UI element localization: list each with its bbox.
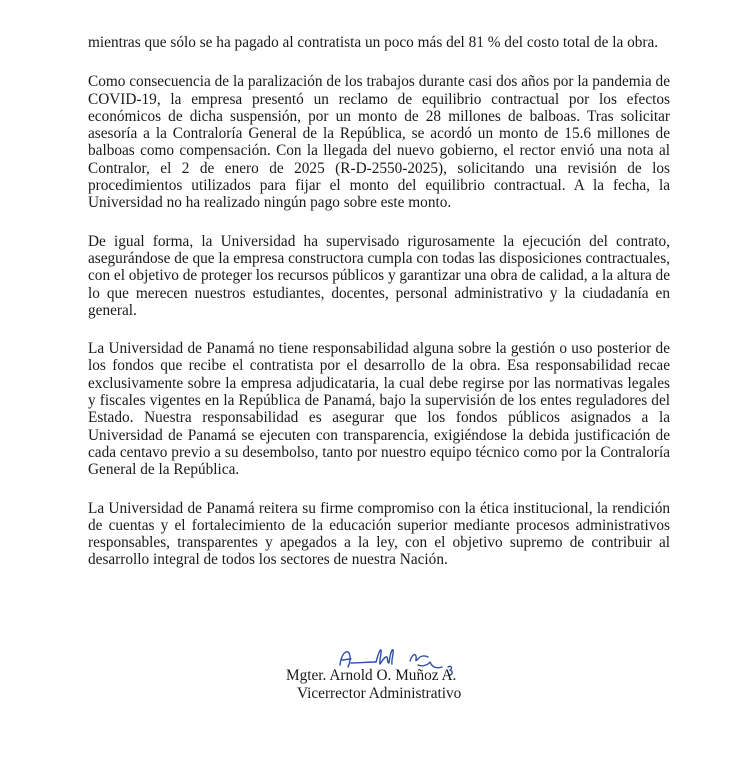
signature-block <box>270 645 530 745</box>
paragraph-contractual-claim: Como consecuencia de la paralización de los trabajos durante casi dos años por la pandemia de COVID-19, la empresa presentó un reclamo de equilibrio contractual por los efectos económicos de dicha suspensión, por un monto de 28 millones de balboas. Tras solicitar asesoría a la Contraloría General de la República, se acordó un monto de 15.6 millones de balboas como compensación. Con la llegada del nuevo gobierno, el rector envió una nota al Contralor, el 2 de enero de 2025 (R-D-2550-2025), solicitando una revisión de los procedimientos utilizados para fijar el monto del equilibrio contractual. A la fecha, la Universidad no ha realizado ningún pago sobre este monto. <box>88 73 670 212</box>
paragraph-responsibility: La Universidad de Panamá no tiene responsabilidad alguna sobre la gestión o uso posterior de los fondos que recibe el contratista por el desarrollo de la obra. Esa responsabilidad recae exclusivamente sobre la empresa adjudicataria, la cual debe regirse por las normativas legales y fiscales vigentes en la República de Panamá, bajo la supervisión de los entes reguladores del Estado. Nuestra responsabilidad es asegurar que los fondos públicos asignados a la Universidad de Panamá se ejecuten con transparencia, exigiéndose la debida justificación de cada centavo previo a su desembolso, tanto por nuestro equipo técnico como por la Contraloría General de la República. <box>88 340 670 479</box>
letter-body <box>88 34 670 590</box>
signatory-name: Mgter. Arnold O. Muñoz A. <box>286 667 457 684</box>
paragraph-contract-supervision: De igual forma, la Universidad ha supervisado rigurosamente la ejecución del contrato, asegurándose de que la empresa constructora cumpla con todas las disposiciones contractuales, con el objetivo de proteger los recursos públicos y garantizar una obra de calidad, a la altura de lo que merecen nuestros estudiantes, docentes, personal administrativo y la ciudadanía en general. <box>88 232 670 319</box>
signatory-title: Vicerrector Administrativo <box>297 685 462 702</box>
paragraph-commitment: La Universidad de Panamá reitera su firme compromiso con la ética institucional, la rendición de cuentas y el fortalecimiento de la educación superior mediante procesos administrativos responsables, transparentes y apegados a la ley, con el objetivo supremo de contribuir al desarrollo integral de todos los sectores de nuestra Nación. <box>88 499 670 569</box>
paragraph-payment-status: mientras que sólo se ha pagado al contratista un poco más del 81 % del costo total de la obra. <box>88 34 659 51</box>
